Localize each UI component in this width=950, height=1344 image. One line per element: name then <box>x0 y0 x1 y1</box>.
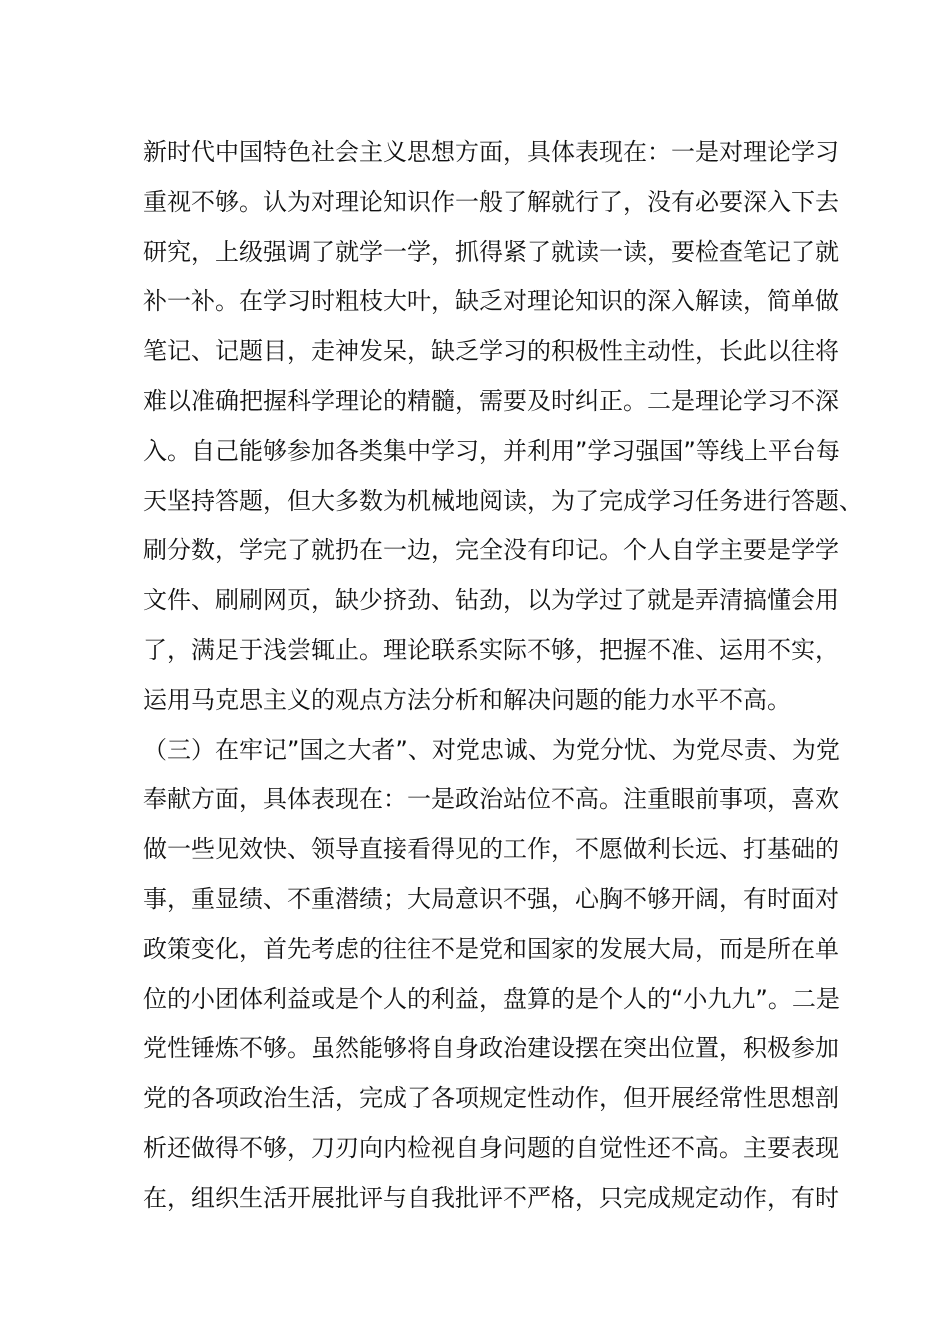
text-line-21: 析还做得不够，刀刃向内检视自身问题的自觉性还不高。主要表现 <box>143 1133 839 1162</box>
body-text <box>143 128 863 1224</box>
text-line-10: 文件、刷刷网页，缺少挤劲、钻劲，以为学过了就是弄清搞懂会用 <box>143 586 839 615</box>
text-line-1: 新时代中国特色社会主义思想方面，具体表现在：一是对理论学习 <box>143 138 839 166</box>
text-line-9: 刷分数，学完了就扔在一边，完全没有印记。个人自学主要是学学 <box>143 536 839 565</box>
text-line-20: 党的各项政治生活，完成了各项规定性动作，但开展经常性思想剖 <box>143 1084 839 1113</box>
text-line-11: 了，满足于浅尝辄止。理论联系实际不够，把握不准、运用不实， <box>143 635 839 664</box>
text-line-16: 事，重显绩、不重潜绩；大局意识不强，心胸不够开阔，有时面对 <box>143 884 839 913</box>
text-line-15: 做一些见效快、领导直接看得见的工作，不愿做利长远、打基础的 <box>143 835 839 864</box>
text-line-6: 难以准确把握科学理论的精髓，需要及时纠正。二是理论学习不深 <box>143 386 839 415</box>
text-line-3: 研究，上级强调了就学一学，抓得紧了就读一读，要检查笔记了就 <box>143 237 839 266</box>
text-line-5: 笔记、记题目，走神发呆，缺乏学习的积极性主动性，长此以往将 <box>143 337 839 366</box>
text-line-22: 在，组织生活开展批评与自我批评不严格，只完成规定动作，有时 <box>143 1183 839 1212</box>
text-line-12: 运用马克思主义的观点方法分析和解决问题的能力水平不高。 <box>143 685 791 714</box>
section-heading-line: （三）在牢记”国之大者”、对党忠诚、为党分忧、为党尽责、为党 <box>143 735 840 764</box>
text-line-17: 政策变化，首先考虑的往往不是党和国家的发展大局，而是所在单 <box>143 934 839 963</box>
text-line-2: 重视不够。认为对理论知识作一般了解就行了，没有必要深入下去 <box>143 187 839 216</box>
text-line-18: 位的小团体利益或是个人的利益，盘算的是个人的“小九九”。二是 <box>143 984 840 1013</box>
text-line-8: 天坚持答题，但大多数为机械地阅读，为了完成学习任务进行答题、 <box>143 486 863 515</box>
text-line-14: 奉献方面，具体表现在：一是政治站位不高。注重眼前事项，喜欢 <box>143 785 839 814</box>
text-line-7: 入。自己能够参加各类集中学习，并利用”学习强国”等线上平台每 <box>143 436 840 465</box>
text-line-4: 补一补。在学习时粗枝大叶，缺乏对理论知识的深入解读，简单做 <box>143 287 839 316</box>
text-line-19: 党性锤炼不够。虽然能够将自身政治建设摆在突出位置，积极参加 <box>143 1034 839 1063</box>
